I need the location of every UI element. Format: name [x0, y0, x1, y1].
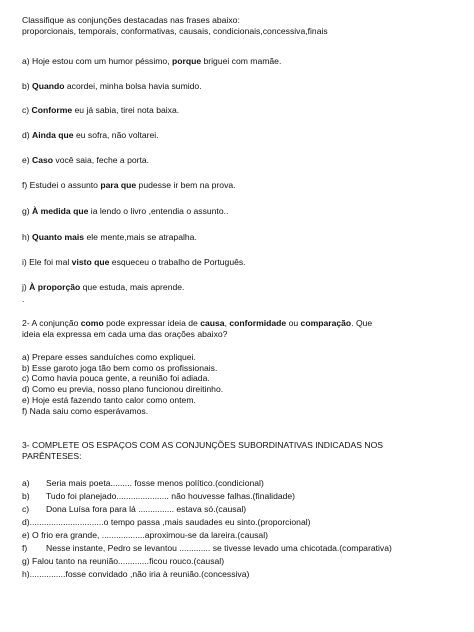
- list-item: c) Como havia pouca gente, a reunião foi adiada.: [22, 373, 210, 384]
- section2-intro-line2: ideia ela expressa em cada uma das orações abaixo?: [22, 328, 228, 339]
- section1-item-h: h) Quanto mais ele mente,mais se atrapalha.: [22, 232, 197, 242]
- section1-item-c: c) Conforme eu já sabia, tirei nota baixa.: [22, 105, 180, 115]
- instruction-text: Classifique as conjunções destacadas nas frases abaixo:: [22, 15, 240, 25]
- highlighted-conjunction: para que: [100, 180, 137, 190]
- section2-intro: 2- A conjunção como pode expressar ideia de causa, conformidade ou comparação. Que ideia ela expressa em cada uma das orações abaixo?: [22, 318, 460, 339]
- list-item: a) Prepare esses sanduíches como expliquei.: [22, 352, 196, 362]
- section1-item-a: a) Hoje estou com um humor péssimo, porque briguei com mamãe.: [22, 56, 282, 66]
- section2-list: [22, 352, 460, 416]
- bold-conformidade: conformidade: [229, 318, 287, 328]
- list-item: e) Hoje está fazendo tanto calor como ontem.: [22, 394, 196, 405]
- bold-comparacao: comparação: [300, 318, 352, 328]
- highlighted-conjunction: À proporção: [29, 282, 81, 292]
- section3-title: [22, 440, 460, 461]
- section1-item-i: i) Ele foi mal visto que esqueceu o trabalho de Português.: [22, 257, 246, 267]
- highlighted-conjunction: Ainda que: [32, 130, 74, 140]
- list-item: b) Esse garoto joga tão bem como os profissionais.: [22, 362, 218, 373]
- list-item: d) Como eu previa, nosso plano funcionou direitinho.: [22, 384, 224, 395]
- section3-item-a: a) Seria mais poeta......... fosse menos político.(condicional): [22, 478, 264, 488]
- highlighted-conjunction: visto que: [71, 257, 110, 267]
- section1-item-f: f) Estudei o assunto para que pudesse ir bem na prova.: [22, 180, 236, 190]
- section3-item-e: e) O frio era grande, ..................aproximou-se da lareira.(causal): [22, 530, 268, 540]
- bold-causa: causa: [200, 318, 225, 328]
- stray-dot: .: [22, 294, 25, 304]
- highlighted-conjunction: Quando: [32, 81, 65, 91]
- highlighted-conjunction: À medida que: [32, 206, 89, 216]
- section3-item-c: c) Dona Luísa fora para lá ............... estava só.(causal): [22, 504, 247, 514]
- highlighted-conjunction: Caso: [32, 155, 54, 165]
- section3-title-line2: PARÊNTESES:: [22, 450, 82, 461]
- section1-item-b: b) Quando acordei, minha bolsa havia sumido.: [22, 81, 202, 91]
- section3-title-line1: 3- COMPLETE OS ESPAÇOS COM AS CONJUNÇÕES SUBORDINATIVAS INDICADAS NOS: [22, 440, 383, 450]
- instruction-block: [22, 15, 460, 36]
- section1-item-d: d) Ainda que eu sofra, não voltarei.: [22, 130, 159, 140]
- section1-item-e: e) Caso você saia, feche a porta.: [22, 155, 150, 165]
- section3-item-d: d)...............................o tempo passa ,mais saudades eu sinto.(proporcional): [22, 517, 311, 527]
- highlighted-conjunction: Quanto mais: [32, 232, 85, 242]
- section3-item-h: h)...............fosse convidado ,não iria à reunião.(concessiva): [22, 569, 250, 579]
- section3-item-b: b) Tudo foi planejado...................... não houvesse falhas.(finalidade): [22, 491, 296, 501]
- bold-como: como: [80, 318, 104, 328]
- list-item: f) Nada saiu como esperávamos.: [22, 405, 149, 416]
- section3-item-f: f) Nesse instante, Pedro se levantou ............. se tivesse levado uma chicotada.(comparativa): [22, 543, 392, 553]
- section3-item-g: g) Falou tanto na reunião.............ficou rouco.(causal): [22, 556, 225, 566]
- section1-item-j: j) À proporção que estuda, mais aprende.: [22, 282, 185, 292]
- highlighted-conjunction: Conforme: [31, 105, 73, 115]
- conjunction-options: proporcionais, temporais, conformativas, causais, condicionais,concessiva,finais: [22, 25, 328, 36]
- highlighted-conjunction: porque: [171, 56, 202, 66]
- section1-item-g: g) À medida que ia lendo o livro ,entendia o assunto..: [22, 206, 229, 216]
